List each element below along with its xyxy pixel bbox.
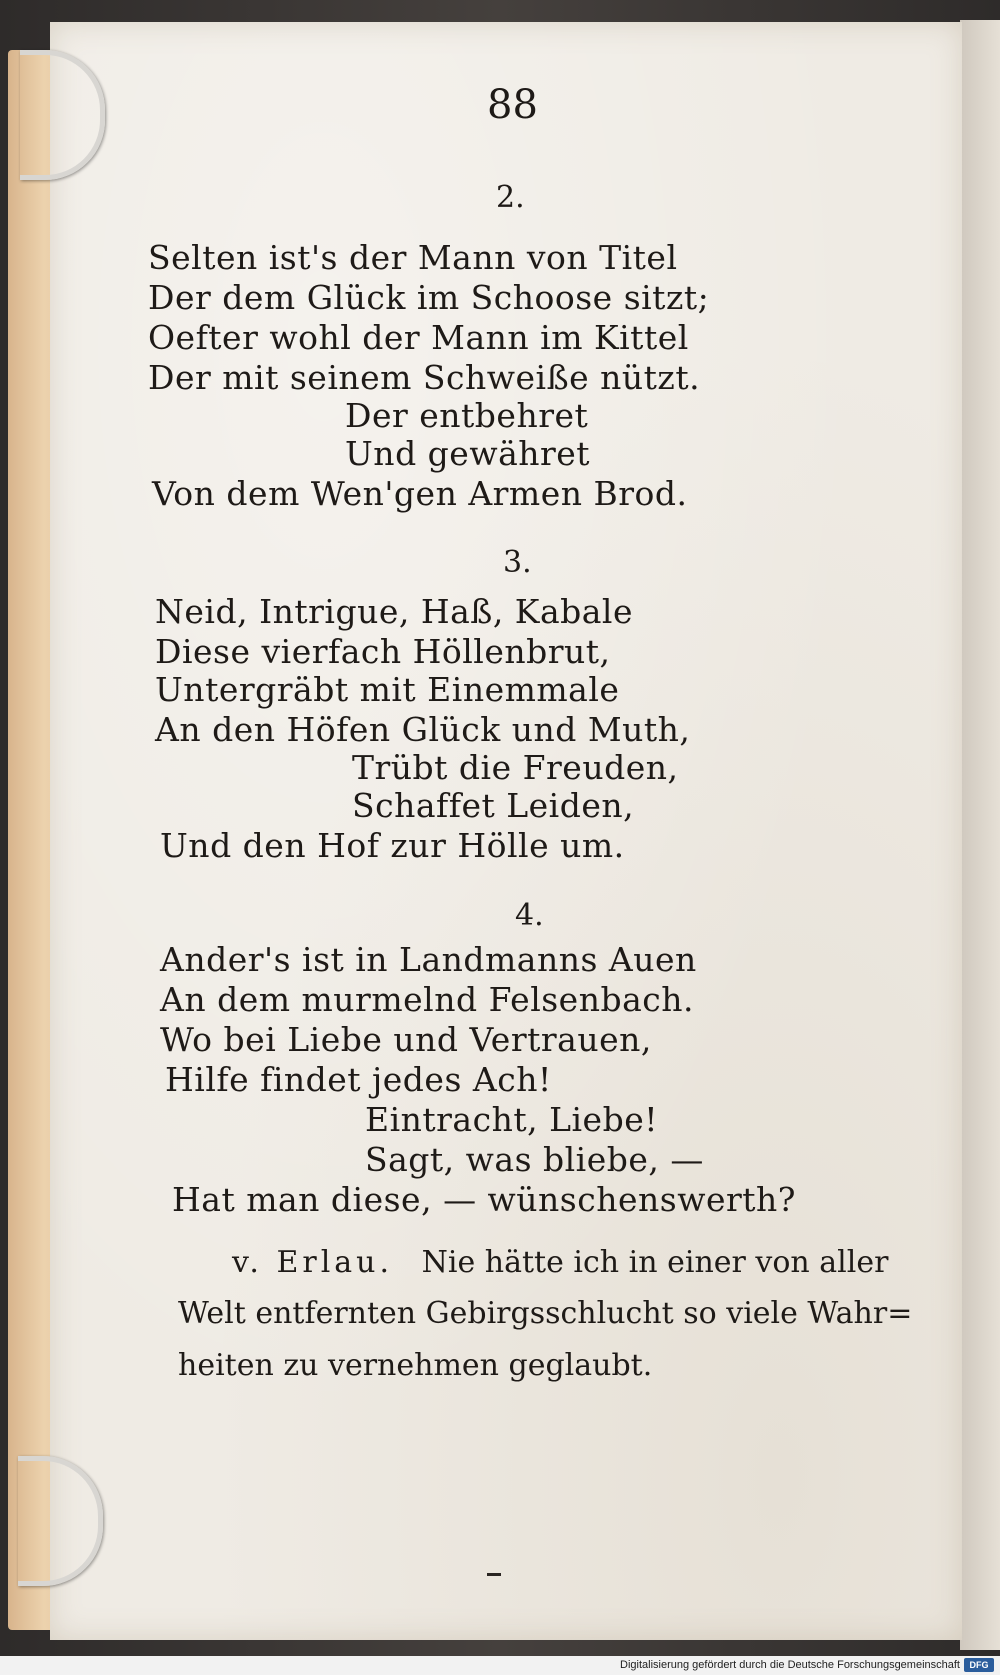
verse-line: An den Höfen Glück und Muth, bbox=[155, 710, 691, 749]
verse-line: Sagt, was bliebe, — bbox=[365, 1140, 704, 1179]
verse-line: Schaffet Leiden, bbox=[352, 786, 635, 825]
verse-line: Eintracht, Liebe! bbox=[365, 1100, 658, 1139]
verse-line: Trübt die Freuden, bbox=[352, 748, 679, 787]
footer-credit: Digitalisierung gefördert durch die Deutsche Forschungsgemeinschaft bbox=[620, 1659, 960, 1671]
verse-line: Und gewähret bbox=[345, 434, 591, 473]
verse-line: An dem murmelnd Felsenbach. bbox=[160, 980, 694, 1019]
stanza-number: 3. bbox=[503, 545, 532, 580]
page-mark bbox=[487, 1573, 501, 1576]
verse-line: Diese vierfach Höllenbrut, bbox=[155, 632, 611, 671]
verse-line: Hat man diese, — wünschenswerth? bbox=[172, 1180, 796, 1219]
page-number: 88 bbox=[487, 82, 538, 128]
verse-line: Und den Hof zur Hölle um. bbox=[160, 826, 625, 865]
verse-line: Der entbehret bbox=[345, 396, 589, 435]
verse-line: Von dem Wen'gen Armen Brod. bbox=[152, 474, 688, 513]
verse-line: Der dem Glück im Schoose sitzt; bbox=[148, 278, 710, 317]
verse-line: Selten ist's der Mann von Titel bbox=[148, 238, 678, 277]
verse-line: Hilfe findet jedes Ach! bbox=[165, 1060, 552, 1099]
prose-line: heiten zu vernehmen geglaubt. bbox=[178, 1348, 653, 1383]
next-page-edge bbox=[960, 20, 1000, 1650]
stanza-number: 4. bbox=[515, 898, 544, 933]
prose-line bbox=[232, 1245, 888, 1280]
speaker-name: v. Erlau. bbox=[232, 1245, 394, 1280]
dfg-logo: DFG bbox=[964, 1658, 994, 1672]
prose-text: Nie hätte ich in einer von aller bbox=[421, 1245, 889, 1280]
prose-line: Welt entfernten Gebirgsschlucht so viele Wahr= bbox=[178, 1296, 913, 1331]
verse-line: Wo bei Liebe und Vertrauen, bbox=[160, 1020, 652, 1059]
verse-line: Ander's ist in Landmanns Auen bbox=[160, 940, 697, 979]
verse-line: Neid, Intrigue, Haß, Kabale bbox=[155, 592, 634, 631]
verse-line: Untergräbt mit Einemmale bbox=[155, 670, 620, 709]
verse-line: Oefter wohl der Mann im Kittel bbox=[148, 318, 689, 357]
verse-line: Der mit seinem Schweiße nützt. bbox=[148, 358, 701, 397]
stanza-number: 2. bbox=[496, 180, 525, 215]
